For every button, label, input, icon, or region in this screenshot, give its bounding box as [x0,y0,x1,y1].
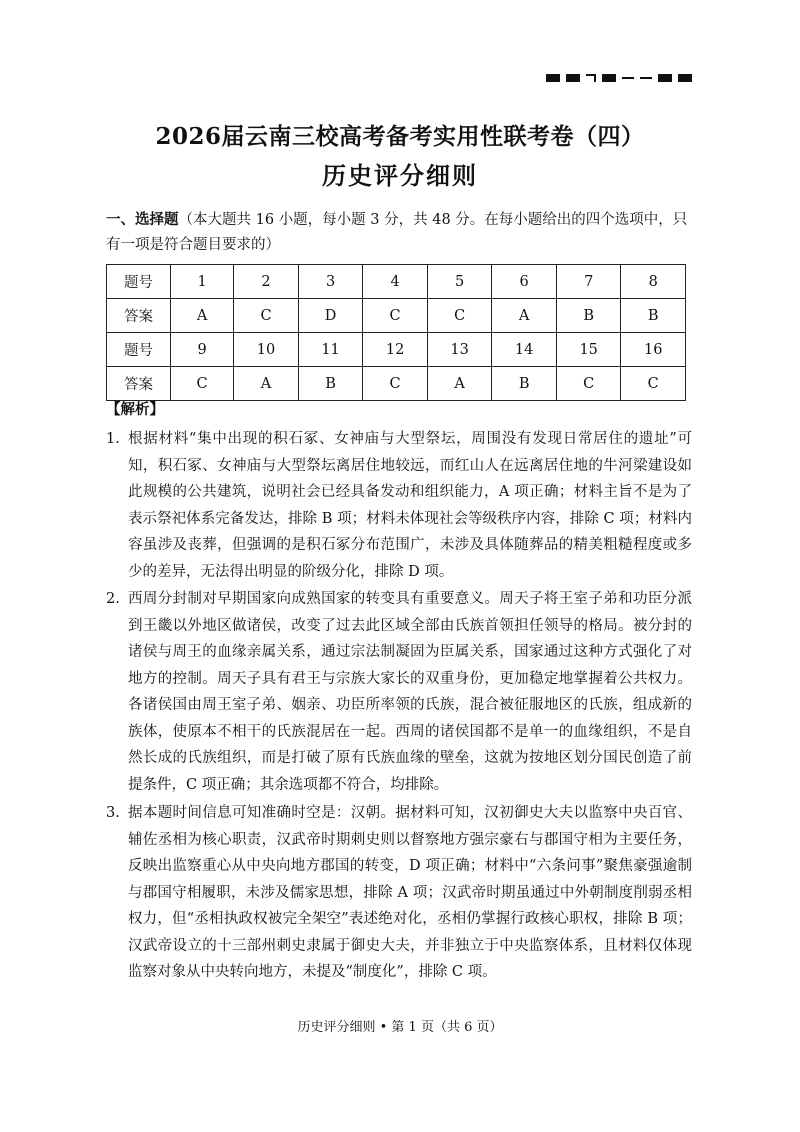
table-cell: B [298,367,363,401]
table-cell: 答案 [107,299,171,333]
mark-dash [622,77,634,79]
table-row [107,333,686,367]
table-row [107,265,686,299]
item-number: 3. [106,805,120,821]
table-cell: 13 [427,333,492,367]
table-cell: 3 [298,265,363,299]
table-cell: 10 [234,333,299,367]
table-cell: C [556,367,621,401]
analysis-heading: 【解析】 [106,401,164,418]
mark-block [566,74,580,82]
section-instructions: （本大题共 16 小题，每小题 3 分，共 48 分。在每小题给出的四个选项中，只有一项是符合题目要求的） [106,212,688,253]
table-cell: A [234,367,299,401]
item-number: 1. [106,431,120,447]
table-cell: 题号 [107,333,171,367]
table-cell: 6 [492,265,557,299]
table-cell: A [427,367,492,401]
item-text: 西周分封制对早期国家向成熟国家的转变具有重要意义。周天子将王室子弟和功臣分派到王畿以外地区做诸侯，改变了过去此区域全部由氏族首领担任领导的格局。被分封的诸侯与周王的血缘亲属关系，通过宗法制凝固为臣属关系，国家通过这种方式强化了对地方的控制。周天子具有君王与宗族大家长的双重身份，更加稳定地掌握着公共权力。各诸侯国由周王室子弟、姻亲、功臣所率领的氏族，混合被征服地区的氏族，组成新的族体，使原本不相干的氏族混居在一起。西周的诸侯国都不是单一的血缘组织，不是自然长成的氏族组织，而是打破了原有氏族血缘的壁垒，这就为按地区划分国民创造了前提条件，C 项正确；其余选项都不符合，均排除。 [128,591,692,793]
mark-dash [640,77,652,79]
document-title: 2026届云南三校高考备考实用性联考卷（四） [155,123,645,150]
table-cell: 2 [234,265,299,299]
table-cell: A [170,299,233,333]
table-cell: 15 [556,333,621,367]
mark-block [602,74,616,82]
section-intro [106,207,696,258]
table-row [107,299,686,333]
table-cell: 1 [170,265,233,299]
item-text: 根据材料“集中出现的积石冢、女神庙与大型祭坛，周围没有发现日常居住的遗址”可知，积石冢、女神庙与大型祭坛离居住地较远，而红山人在远离居住地的牛河梁建设如此规模的公共建筑，说明社会已经具备发动和组织能力，A 项正确；材料主旨不是为了表示祭祀体系完备发达，排除 B 项；材料未体现社会等级秩序内容，排除 C 项；材料内容虽涉及丧葬，但强调的是积石冢分布范围广，未涉及具体随葬品的精美粗糙程度或多少的差异，无法得出明显的阶级分化，排除 D 项。 [128,431,692,580]
item-text: 据本题时间信息可知准确时空是：汉朝。据材料可知，汉初御史大夫以监察中央百官、辅佐丞相为核心职责，汉武帝时期刺史则以督察地方强宗豪右与郡国守相为主要任务，反映出监察重心从中央向地方郡国的转变，D 项正确；材料中“六条问事”聚焦豪强逾制与郡国守相履职，未涉及儒家思想，排除 A 项；汉武帝时期虽通过中外朝制度削弱丞相权力，但“丞相执政权被完全架空”表述绝对化，丞相仍掌握行政核心职权，排除 B 项；汉武帝设立的十三部州刺史隶属于御史大夫，并非独立于中央监察体系，且材料仅体现监察对象从中央转向地方，未提及“制度化”，排除 C 项。 [128,805,692,980]
answer-table [106,264,686,401]
table-cell: C [363,299,428,333]
table-cell: C [363,367,428,401]
table-cell: 14 [492,333,557,367]
analysis-item [106,426,692,585]
analysis-item [106,586,692,798]
table-cell: 4 [363,265,428,299]
table-cell: B [492,367,557,401]
table-cell: B [556,299,621,333]
table-cell: C [170,367,233,401]
header-marks [546,74,692,82]
document-subtitle: 历史评分细则 [322,161,478,190]
table-cell: 7 [556,265,621,299]
table-cell: C [234,299,299,333]
table-cell: 题号 [107,265,171,299]
item-number: 2. [106,591,120,607]
table-cell: C [621,367,686,401]
section-lead: 一、选择题 [106,211,179,228]
table-row [107,367,686,401]
table-cell: 5 [427,265,492,299]
table-cell: B [621,299,686,333]
table-cell: 11 [298,333,363,367]
mark-block [658,74,672,82]
analysis-item [106,800,692,986]
mark-hook [586,74,596,82]
page-footer: 历史评分细则 • 第 1 页（共 6 页） [297,1020,503,1035]
table-cell: 12 [363,333,428,367]
mark-block [678,74,692,82]
table-cell: A [492,299,557,333]
table-cell: 9 [170,333,233,367]
mark-block [546,74,560,82]
table-cell: 8 [621,265,686,299]
table-cell: D [298,299,363,333]
table-cell: 答案 [107,367,171,401]
table-cell: C [427,299,492,333]
table-cell: 16 [621,333,686,367]
